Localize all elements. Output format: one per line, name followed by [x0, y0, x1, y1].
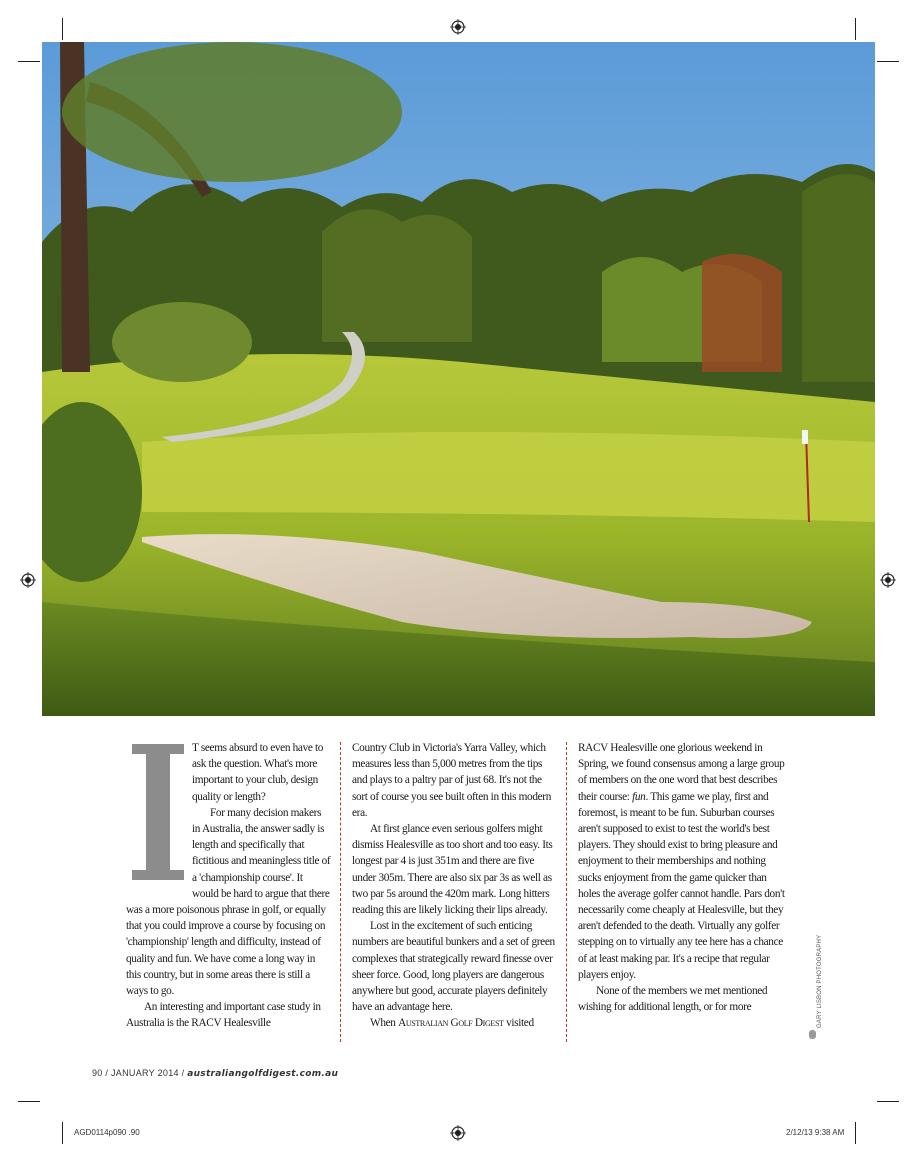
- folio-page: 90 / JANUARY 2014 /: [92, 1068, 188, 1078]
- text-run: visited: [503, 1017, 534, 1030]
- text-run: When: [370, 1017, 399, 1030]
- crop-mark: [877, 1101, 899, 1102]
- credit-marker: [809, 1030, 816, 1039]
- magazine-name: Australian Golf Digest: [398, 1017, 504, 1030]
- crop-mark: [855, 18, 856, 40]
- article-paragraph: None of the members we met mentioned wishing for additional length, or for more: [578, 985, 768, 1014]
- column-rule: [566, 742, 567, 1042]
- registration-mark-icon: [450, 1125, 466, 1141]
- drop-cap-spacer: [126, 740, 192, 886]
- folio-site: australiangolfdigest.com.au: [187, 1069, 339, 1079]
- crop-mark: [18, 61, 40, 62]
- article-paragraph: For many decision makers in Australia, the answer sadly is length and specifically that fictitious and meaningless title of a 'championship course'. It would be hard to argue that there was a more poisonous phrase in golf, or equally that you could improve a course by focusing on 'championship' length and difficulty, instead of quality and fun. We have come a long way in this country, but in some areas there is still a ways to go.: [126, 806, 331, 998]
- article-paragraph: Country Club in Victoria's Yarra Valley, which measures less than 5,000 metres from the tips and plays to a paltry par of just 68. It's not the sort of course you see built often in this modern era.: [352, 742, 552, 819]
- article-paragraph: At first glance even serious golfers might dismiss Healesville as too short and too easy. Its longest par 4 is just 351m and there are five under 305m. There are also six par 3s as well as two par 5s around the 420m mark. Long hitters reading this are likely licking their lips already.: [352, 823, 553, 917]
- slug-left: AGD0114p090 .90: [74, 1128, 140, 1137]
- photo-credit: [805, 934, 823, 1040]
- article-column-1: [126, 740, 331, 1032]
- golf-course-photo: [42, 42, 875, 716]
- article-paragraph: T seems absurd to even have to ask the question. What's more important to your club, design quality or length?: [192, 742, 324, 803]
- crop-mark: [62, 18, 63, 40]
- photo-credit-text: GARY LISBON PHOTOGRAPHY: [817, 934, 823, 1028]
- column-rule: [340, 742, 341, 1042]
- article-paragraph: Lost in the excitement of such enticing numbers are beautiful bunkers and a set of green complexes that strategically reward finesse over sheer force. Good, long players are dangerous anywhere but good, accurate players definitely have an advantage here.: [352, 920, 555, 1014]
- text-run: RACV Healesville one glorious weekend in Spring, we found consensus among a large group of members on the one word that best describes their course:: [578, 742, 785, 803]
- emphasis-fun: fun: [632, 790, 646, 803]
- crop-mark: [877, 61, 899, 62]
- article-paragraph: [578, 740, 788, 983]
- page-folio: [92, 1068, 338, 1079]
- registration-mark-icon: [880, 572, 896, 588]
- registration-mark-icon: [450, 19, 466, 35]
- crop-mark: [18, 1101, 40, 1102]
- article-column-3: [578, 740, 788, 1015]
- text-run: . This game we play, first and foremost, is meant to be fun. Suburban courses aren't supposed to exist to test the world's best players. They should exist to bring pleasure and enjoyment to their memberships and nothing sucks enjoyment from the game quicker than holes the average golfer cannot handle. Pars don't necessarily come cheaply at Healesville, but they aren't defended to the death. Virtually any golfer stepping on to virtually any tee here has a chance of at least making par. It's a recipe that regular players enjoy.: [578, 790, 785, 981]
- article-paragraph: [352, 1015, 557, 1031]
- crop-mark: [62, 1122, 63, 1144]
- article-column-2: [352, 740, 557, 1032]
- article-paragraph: An interesting and important case study in Australia is the RACV Healesville: [126, 1001, 321, 1030]
- registration-mark-icon: [20, 572, 36, 588]
- crop-mark: [855, 1122, 856, 1144]
- slug-right: 2/12/13 9:38 AM: [786, 1128, 845, 1137]
